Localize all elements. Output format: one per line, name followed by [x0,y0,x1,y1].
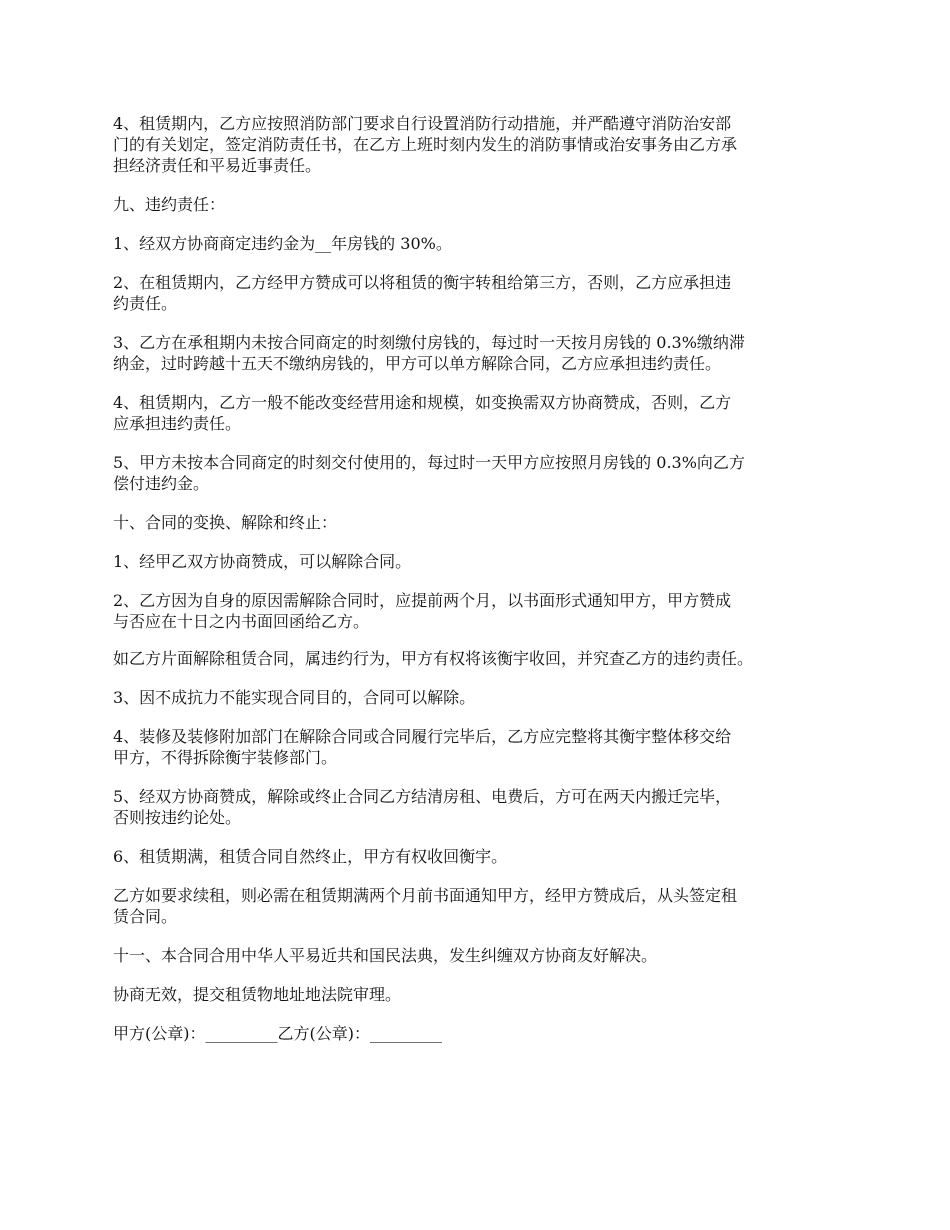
clause-10-2-note: 如乙方片面解除租赁合同，属违约行为，甲方有权将该衡宇收回，并究查乙方的违约责任。 [113,649,754,668]
clause-9-4: 4、租赁期内，乙方一般不能改变经营用途和规模，如变换需双方协商赞成，否则，乙方 应承担违约责任。 [113,393,732,433]
section-11-note: 协商无效，提交租赁物地址地法院审理。 [113,985,402,1004]
clause-4-fire-safety: 4、租赁期内，乙方应按照消防部门要求自行设置消防行动措施，并严酷遵守消防治安部 门的有关划定，签定消防责任书，在乙方上班时刻内发生的消防事情或治安事务由乙方承 担经济责任和平易近事责任。 [113,114,738,175]
clause-10-3: 3、因不成抗力不能实现合同目的，合同可以解除。 [113,688,476,707]
clause-10-2: 2、乙方因为自身的原因需解除合同时，应提前两个月，以书面形式通知甲方，甲方赞成 与否应在十日之内书面回函给乙方。 [113,591,732,631]
section-11: 十一、本合同合用中华人平易近共和国民法典，发生纠缠双方协商友好解决。 [113,946,658,965]
clause-9-5: 5、甲方未按本合同商定的时刻交付使用的，每过时一天甲方应按照月房钱的 0.3%向乙方 偿付违约金。 [113,453,745,493]
clause-10-4: 4、装修及装修附加部门在解除合同或合同履行完毕后，乙方应完整将其衡宇整体移交给 甲方，不得拆除衡宇装修部门。 [113,727,732,767]
section-9-heading: 九、违约责任： [113,195,226,214]
section-10-heading: 十、合同的变换、解除和终止： [113,513,338,532]
clause-10-6: 6、租赁期满，租赁合同自然终止，甲方有权收回衡宇。 [113,847,508,866]
clause-10-5: 5、经双方协商赞成，解除或终止合同乙方结清房租、电费后，方可在两天内搬迁完毕， 否则按违约论处。 [113,787,732,827]
clause-9-1: 1、经双方协商商定违约金为__年房钱的 30%。 [113,234,452,253]
clause-9-3: 3、乙方在承租期内未按合同商定的时刻缴付房钱的，每过时一天按月房钱的 0.3%缴纳滞 纳金，过时跨越十五天不缴纳房钱的，甲方可以单方解除合同，乙方应承担违约责任。 [113,333,745,373]
clause-9-2: 2、在租赁期内，乙方经甲方赞成可以将租赁的衡宇转租给第三方，否则，乙方应承担违 约责任。 [113,273,732,313]
clause-10-6-note: 乙方如要求续租，则必需在租赁期满两个月前书面通知甲方，经甲方赞成后，从头签定租 赁合同。 [113,886,738,926]
document-body [113,113,858,1062]
signature-line: 甲方(公章)：_________乙方(公章)：_________ [113,1024,442,1043]
clause-10-1: 1、经甲乙双方协商赞成，可以解除合同。 [113,552,412,571]
